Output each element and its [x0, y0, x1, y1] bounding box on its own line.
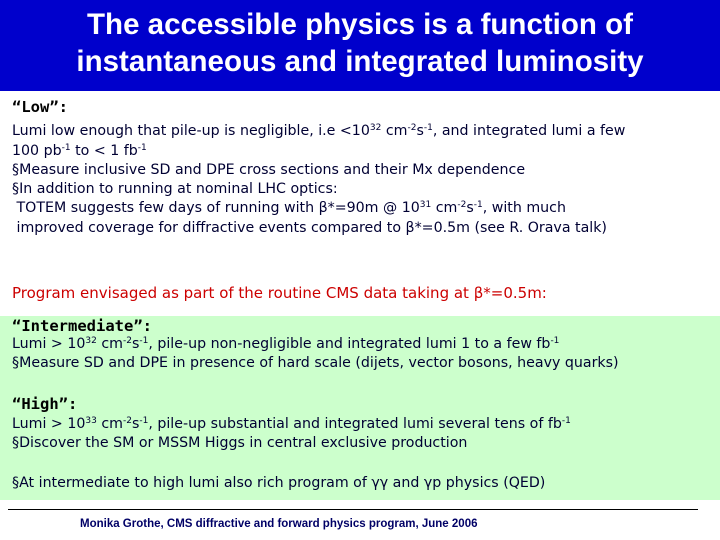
exponent: 33	[85, 416, 97, 426]
exponent: -2	[407, 123, 417, 133]
text: Lumi low enough that pile-up is negligible, i.e <10	[12, 123, 370, 139]
text: s	[466, 200, 474, 216]
final-bullet: §At intermediate to high lumi also rich program of γγ and γp physics (QED)	[12, 475, 546, 491]
text: , pile-up substantial and integrated lumi several tens of fb	[148, 416, 562, 432]
low-line-1	[12, 121, 625, 141]
program-statement: Program envisaged as part of the routine CMS data taking at β*=0.5m:	[12, 284, 547, 302]
footer-text: Monika Grothe, CMS diffractive and forward physics program, June 2006	[80, 518, 478, 530]
intermediate-heading: “Intermediate”:	[12, 317, 152, 335]
title-line-1: The accessible physics is a function of	[87, 8, 633, 41]
exponent: -1	[561, 416, 571, 426]
high-bullet-1: §Discover the SM or MSSM Higgs in central exclusive production	[12, 435, 468, 451]
text: , and integrated lumi a few	[432, 123, 626, 139]
exponent: 31	[419, 200, 432, 210]
low-line-5	[12, 198, 566, 218]
exponent: -1	[423, 123, 433, 133]
text: TOTEM suggests few days of running with β*=90m @ 10	[12, 200, 420, 216]
exponent: -2	[457, 200, 467, 210]
exponent: -1	[139, 416, 149, 426]
low-heading: “Low”:	[12, 98, 68, 116]
intermediate-bullet-1: §Measure SD and DPE in presence of hard scale (dijets, vector bosons, heavy quarks)	[12, 355, 619, 371]
exponent: -1	[61, 143, 71, 153]
text: s	[131, 416, 140, 432]
text: s	[416, 123, 424, 139]
text: cm	[431, 200, 458, 216]
text: , with much	[482, 200, 566, 216]
text: cm	[96, 416, 123, 432]
exponent: -1	[137, 143, 147, 153]
text: , pile-up non-negligible and integrated lumi 1 to a few fb	[148, 336, 551, 352]
low-bullet-1: §Measure inclusive SD and DPE cross sections and their Mx dependence	[12, 162, 526, 178]
low-line-6: improved coverage for diffractive events compared to β*=0.5m (see R. Orava talk)	[12, 220, 607, 236]
text: cm	[96, 336, 123, 352]
text: cm	[381, 123, 408, 139]
title-line-2: instantaneous and integrated luminosity	[76, 45, 644, 78]
exponent: -1	[473, 200, 483, 210]
text: to < 1 fb	[70, 143, 138, 159]
low-bullet-2: §In addition to running at nominal LHC optics:	[12, 181, 338, 197]
exponent: 32	[369, 123, 382, 133]
exponent: -1	[139, 336, 149, 346]
text: 100 pb	[12, 143, 62, 159]
footer-divider	[8, 509, 698, 510]
slide-title	[0, 6, 720, 80]
text: s	[131, 336, 140, 352]
high-heading: “High”:	[12, 395, 78, 413]
exponent: -2	[122, 336, 132, 346]
text: Lumi > 10	[12, 416, 86, 432]
intermediate-line-1	[12, 334, 559, 354]
text: Lumi > 10	[12, 336, 86, 352]
exponent: -2	[122, 416, 132, 426]
low-line-2	[12, 141, 147, 161]
high-line-1	[12, 414, 571, 434]
exponent: 32	[85, 336, 97, 346]
exponent: -1	[550, 336, 560, 346]
